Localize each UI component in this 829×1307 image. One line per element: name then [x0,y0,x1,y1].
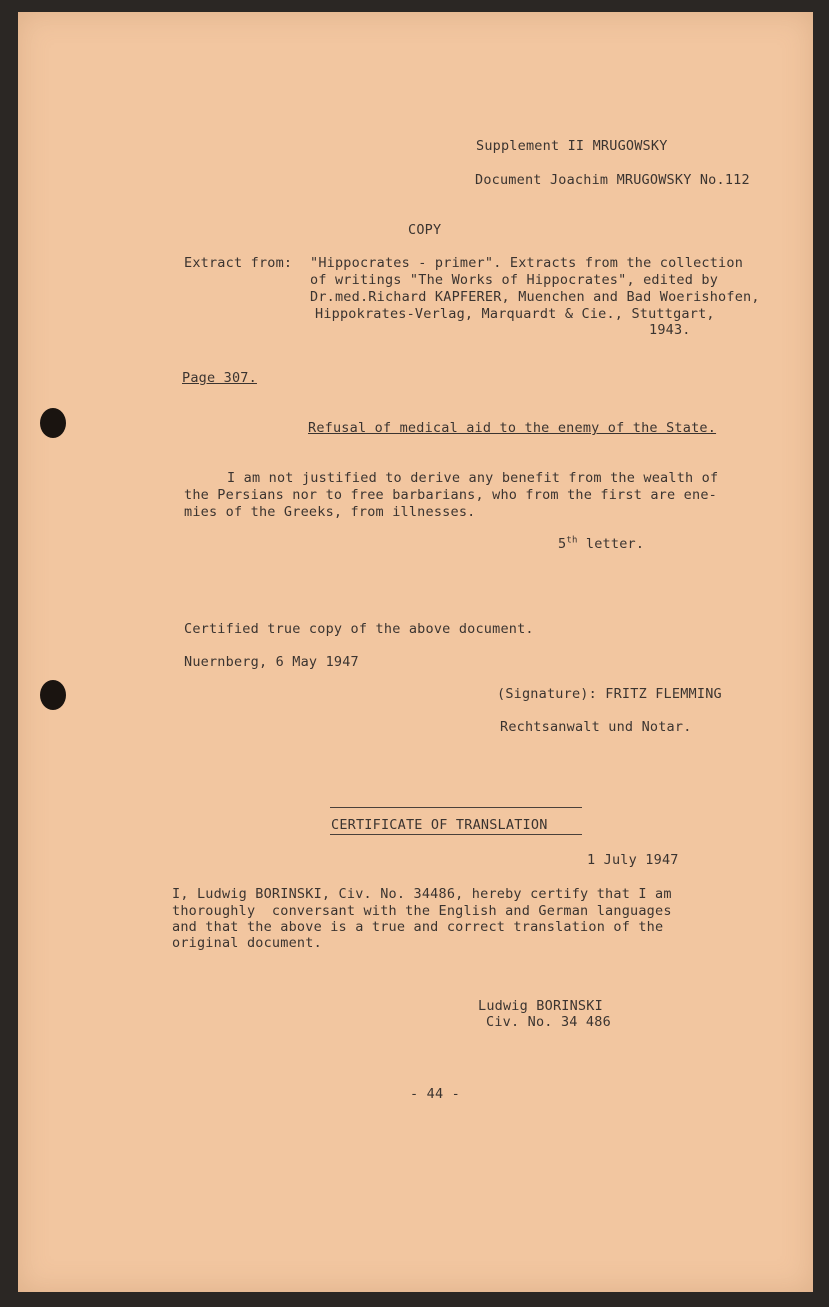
translation-date: 1 July 1947 [587,852,679,868]
translator-civ: Civ. No. 34 486 [486,1014,611,1030]
letter-text: letter. [577,536,645,552]
letter-number: 5 [558,536,567,552]
extract-line: of writings "The Works of Hippocrates", edited by [310,272,719,288]
page-reference: Page 307. [182,370,257,386]
notary-signature: (Signature): FRITZ FLEMMING [497,686,722,702]
translator-name: Ludwig BORINSKI [478,998,603,1014]
translation-body-line: and that the above is a true and correct translation of the [172,919,664,935]
supplement-line: Supplement II MRUGOWSKY [476,138,668,154]
extract-line: "Hippocrates - primer". Extracts from the collection [310,255,744,271]
translation-body-line: original document. [172,935,322,951]
certified-statement: Certified true copy of the above document. [184,621,534,637]
translation-heading: CERTIFICATE OF TRANSLATION [331,817,548,833]
punch-hole-top [40,408,66,438]
translation-body-line: thoroughly conversant with the English and German languages [172,903,672,919]
quote-line: the Persians nor to free barbarians, who from the first are ene- [184,487,717,503]
document-number: Document Joachim MRUGOWSKY No.112 [475,172,750,188]
extract-line: Hippokrates-Verlag, Marquardt & Cie., Stuttgart, [315,306,715,322]
copy-label: COPY [408,222,442,238]
extract-label: Extract from: [184,255,293,271]
page-number: - 44 - [410,1086,460,1102]
notary-title: Rechtsanwalt und Notar. [500,719,692,735]
translation-body-line: I, Ludwig BORINSKI, Civ. No. 34486, hereby certify that I am [172,886,672,902]
document-page [18,12,813,1292]
extract-year: 1943. [649,322,691,338]
place-date: Nuernberg, 6 May 1947 [184,654,359,670]
quote-line: mies of the Greeks, from illnesses. [184,504,476,520]
extract-line: Dr.med.Richard KAPFERER, Muenchen and Bad Woerishofen, [310,289,760,305]
punch-hole-bottom [40,680,66,710]
letter-ordinal: th [566,535,578,546]
heading-rule-bottom [330,834,582,835]
section-title: Refusal of medical aid to the enemy of the State. [308,420,717,436]
quote-line: I am not justified to derive any benefit from the wealth of [227,470,719,486]
heading-rule-top [330,807,582,808]
letter-reference [558,536,644,553]
